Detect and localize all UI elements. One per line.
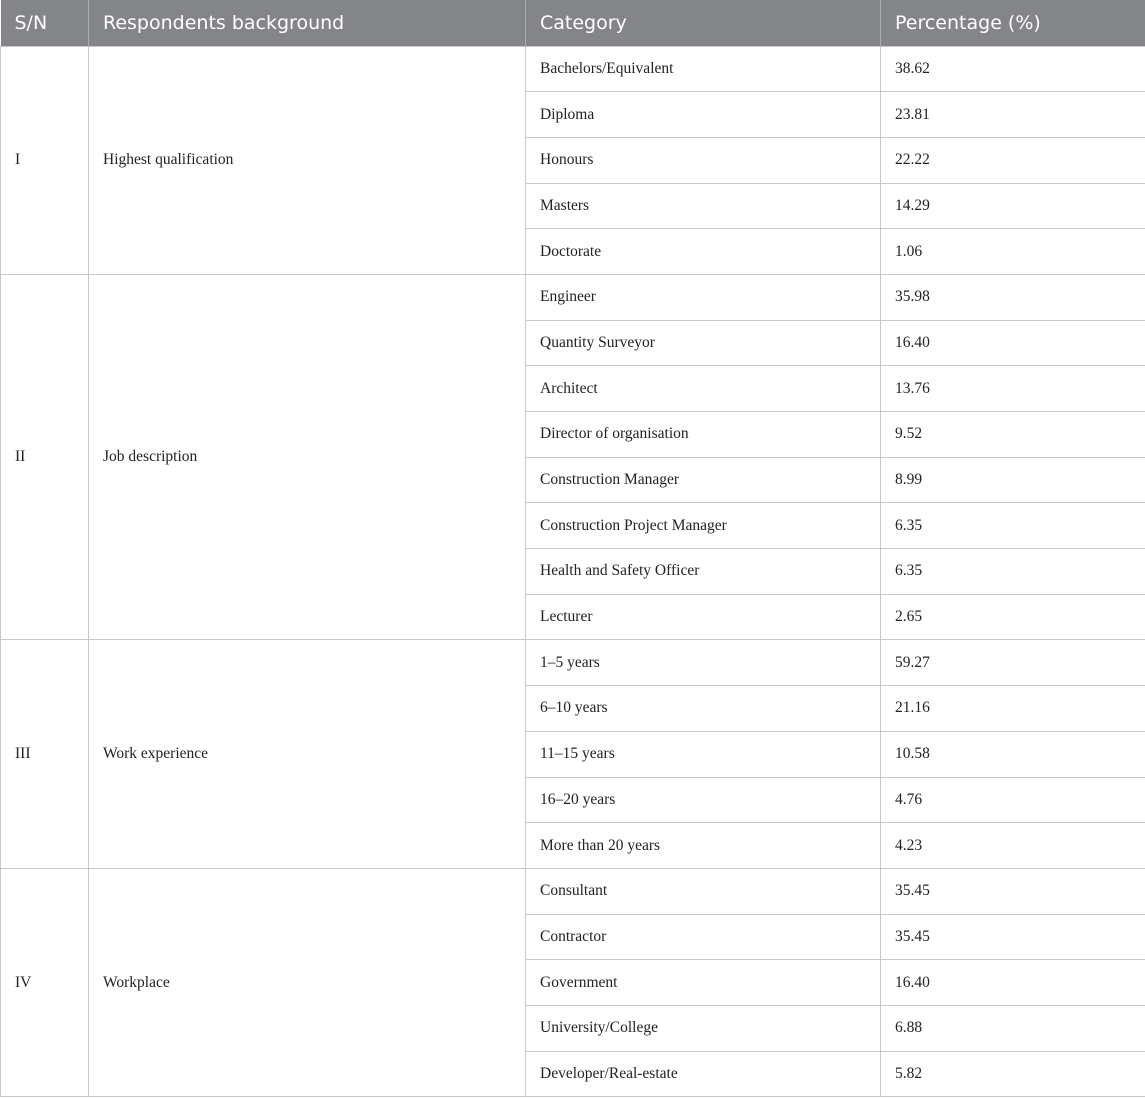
- percentage-cell: 16.40: [881, 320, 1145, 366]
- percentage-cell: 10.58: [881, 731, 1145, 777]
- category-cell: 1–5 years: [526, 640, 881, 686]
- header-category: Category: [526, 0, 881, 46]
- percentage-cell: 35.45: [881, 868, 1145, 914]
- group-background: Workplace: [89, 868, 526, 1096]
- category-cell: Architect: [526, 366, 881, 412]
- percentage-cell: 16.40: [881, 960, 1145, 1006]
- percentage-cell: 8.99: [881, 457, 1145, 503]
- percentage-cell: 22.22: [881, 137, 1145, 183]
- category-cell: Government: [526, 960, 881, 1006]
- group-sn: III: [1, 640, 89, 868]
- category-cell: Lecturer: [526, 594, 881, 640]
- percentage-cell: 35.98: [881, 274, 1145, 320]
- percentage-cell: 9.52: [881, 412, 1145, 458]
- category-cell: Consultant: [526, 868, 881, 914]
- header-row: [1, 0, 1145, 46]
- category-cell: Bachelors/Equivalent: [526, 46, 881, 92]
- percentage-cell: 4.76: [881, 777, 1145, 823]
- category-cell: Developer/Real-estate: [526, 1051, 881, 1097]
- group-background: Job description: [89, 274, 526, 640]
- category-cell: Diploma: [526, 92, 881, 138]
- category-cell: 11–15 years: [526, 731, 881, 777]
- table-row: [1, 46, 1145, 92]
- percentage-cell: 6.35: [881, 503, 1145, 549]
- group-sn: I: [1, 46, 89, 274]
- group-background: Highest qualification: [89, 46, 526, 274]
- percentage-cell: 4.23: [881, 823, 1145, 869]
- category-cell: More than 20 years: [526, 823, 881, 869]
- header-background: Respondents background: [89, 0, 526, 46]
- percentage-cell: 1.06: [881, 229, 1145, 275]
- category-cell: Honours: [526, 137, 881, 183]
- category-cell: Construction Manager: [526, 457, 881, 503]
- table-body: [1, 46, 1145, 1097]
- percentage-cell: 59.27: [881, 640, 1145, 686]
- group-sn: IV: [1, 868, 89, 1096]
- percentage-cell: 35.45: [881, 914, 1145, 960]
- category-cell: Contractor: [526, 914, 881, 960]
- category-cell: 16–20 years: [526, 777, 881, 823]
- table-row: [1, 640, 1145, 686]
- group-sn: II: [1, 274, 89, 640]
- category-cell: Engineer: [526, 274, 881, 320]
- category-cell: Quantity Surveyor: [526, 320, 881, 366]
- percentage-cell: 23.81: [881, 92, 1145, 138]
- percentage-cell: 14.29: [881, 183, 1145, 229]
- percentage-cell: 6.88: [881, 1005, 1145, 1051]
- category-cell: Health and Safety Officer: [526, 549, 881, 595]
- category-cell: University/College: [526, 1005, 881, 1051]
- category-cell: Masters: [526, 183, 881, 229]
- percentage-cell: 6.35: [881, 549, 1145, 595]
- percentage-cell: 13.76: [881, 366, 1145, 412]
- category-cell: Construction Project Manager: [526, 503, 881, 549]
- percentage-cell: 21.16: [881, 686, 1145, 732]
- percentage-cell: 5.82: [881, 1051, 1145, 1097]
- percentage-cell: 2.65: [881, 594, 1145, 640]
- header-sn: S/N: [1, 0, 89, 46]
- group-background: Work experience: [89, 640, 526, 868]
- table-row: [1, 868, 1145, 914]
- table-header: [1, 0, 1145, 46]
- category-cell: 6–10 years: [526, 686, 881, 732]
- header-percentage: Percentage (%): [881, 0, 1145, 46]
- category-cell: Director of organisation: [526, 412, 881, 458]
- percentage-cell: 38.62: [881, 46, 1145, 92]
- table-row: [1, 274, 1145, 320]
- category-cell: Doctorate: [526, 229, 881, 275]
